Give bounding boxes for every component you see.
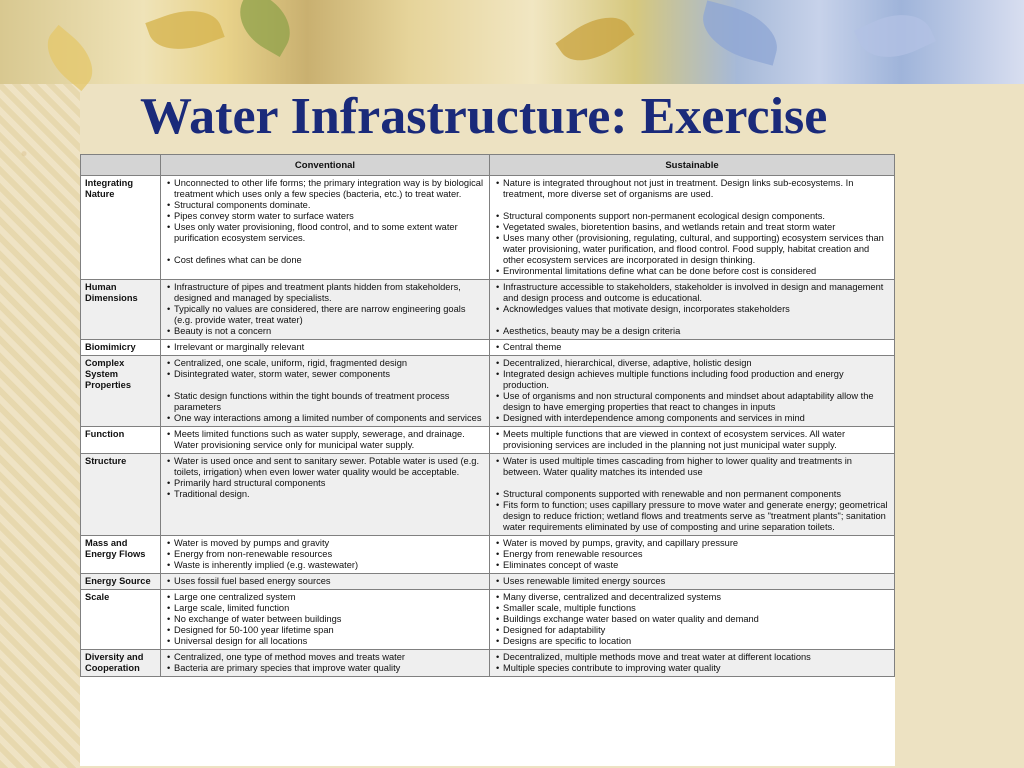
- list-item: • Decentralized, multiple methods move and treat water at different locations: [494, 652, 891, 663]
- sustainable-cell: [490, 356, 895, 427]
- list-item: • Centralized, one scale, uniform, rigid, fragmented design: [165, 358, 486, 369]
- background-texture: [0, 0, 80, 768]
- row-category: Scale: [81, 590, 161, 650]
- row-category: Human Dimensions: [81, 280, 161, 340]
- list-item: • Beauty is not a concern: [165, 326, 486, 337]
- table-row: [81, 590, 895, 650]
- conventional-cell: [161, 650, 490, 677]
- table-row: [81, 356, 895, 427]
- conventional-cell: [161, 427, 490, 454]
- sustainable-cell: [490, 574, 895, 590]
- table-row: [81, 340, 895, 356]
- slide-title: Water Infrastructure: Exercise: [140, 88, 828, 145]
- sustainable-cell: [490, 650, 895, 677]
- list-item: • Infrastructure accessible to stakeholders, stakeholder is involved in design and management and design process and outcome is educational.: [494, 282, 891, 304]
- conventional-cell: [161, 590, 490, 650]
- leaf-decoration: [695, 0, 784, 65]
- sustainable-cell: [490, 590, 895, 650]
- table-row: [81, 427, 895, 454]
- conventional-cell: [161, 536, 490, 574]
- sustainable-cell: [490, 176, 895, 280]
- leaf-decoration: [145, 0, 224, 61]
- list-item: • Water is used once and sent to sanitary sewer. Potable water is used (e.g. toilets, irrigation) when even lower water quality would be acceptable.: [165, 456, 486, 478]
- list-item: • Water is used multiple times cascading from higher to lower quality and treatments in between. Water quality matches its intended use: [494, 456, 891, 478]
- list-item: • Buildings exchange water based on water quality and demand: [494, 614, 891, 625]
- row-category: Integrating Nature: [81, 176, 161, 280]
- leaf-decoration: [35, 25, 104, 91]
- list-item: • Typically no values are considered, there are narrow engineering goals (e.g. provide water, treat water): [165, 304, 486, 326]
- list-item: • Disintegrated water, storm water, sewer components: [165, 369, 486, 380]
- list-item: • Acknowledges values that motivate design, incorporates stakeholders: [494, 304, 891, 315]
- list-item: • Eliminates concept of waste: [494, 560, 891, 571]
- table-row: [81, 650, 895, 677]
- list-item: • Water is moved by pumps and gravity: [165, 538, 486, 549]
- list-item: • Vegetated swales, bioretention basins, and wetlands retain and treat storm water: [494, 222, 891, 233]
- list-item: • Uses fossil fuel based energy sources: [165, 576, 486, 587]
- row-category: Function: [81, 427, 161, 454]
- list-item: • Unconnected to other life forms; the primary integration way is by biological treatment which uses only a few species (bacteria, etc.) to treat water.: [165, 178, 486, 200]
- list-item: • Fits form to function; uses capillary pressure to move water and generate energy; geometrical design to reduce friction; wetland flows and treatments serve as "treatment plants"; sanitation water requirements eliminated by use of composting and urine separation toilets.: [494, 500, 891, 533]
- list-item: • Decentralized, hierarchical, diverse, adaptive, holistic design: [494, 358, 891, 369]
- header-category: [81, 155, 161, 176]
- conventional-cell: [161, 340, 490, 356]
- sustainable-cell: [490, 427, 895, 454]
- list-item: • No exchange of water between buildings: [165, 614, 486, 625]
- list-item: • Water is moved by pumps, gravity, and capillary pressure: [494, 538, 891, 549]
- list-item: • Nature is integrated throughout not just in treatment. Design links sub-ecosystems. In treatment, more diverse set of organisms are used.: [494, 178, 891, 200]
- list-item: • One way interactions among a limited number of components and services: [165, 413, 486, 424]
- list-item: • Waste is inherently implied (e.g. wastewater): [165, 560, 486, 571]
- conventional-cell: [161, 574, 490, 590]
- list-item: • Traditional design.: [165, 489, 486, 500]
- conventional-cell: [161, 176, 490, 280]
- list-item: • Designs are specific to location: [494, 636, 891, 647]
- leaf-decoration: [555, 3, 634, 74]
- leaf-decoration: [228, 0, 302, 57]
- list-item: • Uses only water provisioning, flood control, and to some extent water purification ecosystem services.: [165, 222, 486, 244]
- list-item: • Multiple species contribute to improving water quality: [494, 663, 891, 674]
- comparison-table: [80, 154, 895, 677]
- list-item: • Bacteria are primary species that improve water quality: [165, 663, 486, 674]
- table-row: [81, 536, 895, 574]
- conventional-cell: [161, 356, 490, 427]
- list-item: • Aesthetics, beauty may be a design criteria: [494, 326, 891, 337]
- list-item: • Universal design for all locations: [165, 636, 486, 647]
- header-conventional: Conventional: [161, 155, 490, 176]
- sustainable-cell: [490, 340, 895, 356]
- conventional-cell: [161, 280, 490, 340]
- row-category: Energy Source: [81, 574, 161, 590]
- decorative-banner: [0, 0, 1024, 84]
- row-category: Complex System Properties: [81, 356, 161, 427]
- list-item: • Pipes convey storm water to surface waters: [165, 211, 486, 222]
- sustainable-cell: [490, 280, 895, 340]
- list-item: • Infrastructure of pipes and treatment plants hidden from stakeholders, designed and managed by specialists.: [165, 282, 486, 304]
- table-row: [81, 176, 895, 280]
- list-item: • Designed with interdependence among components and services in mind: [494, 413, 891, 424]
- list-item: • Irrelevant or marginally relevant: [165, 342, 486, 353]
- sustainable-cell: [490, 536, 895, 574]
- list-item: • Designed for 50-100 year lifetime span: [165, 625, 486, 636]
- list-item: • Primarily hard structural components: [165, 478, 486, 489]
- list-item: • Cost defines what can be done: [165, 255, 486, 266]
- list-item: • Structural components supported with renewable and non permanent components: [494, 489, 891, 500]
- list-item: • Large one centralized system: [165, 592, 486, 603]
- table-row: [81, 280, 895, 340]
- list-item: • Many diverse, centralized and decentralized systems: [494, 592, 891, 603]
- list-item: • Integrated design achieves multiple functions including food production and energy production.: [494, 369, 891, 391]
- list-item: • Use of organisms and non structural components and mindset about adaptability allow the design to have emerging properties that react to changes in inputs: [494, 391, 891, 413]
- table-row: [81, 454, 895, 536]
- header-sustainable: Sustainable: [490, 155, 895, 176]
- leaf-decoration: [854, 1, 936, 70]
- list-item: • Smaller scale, multiple functions: [494, 603, 891, 614]
- row-category: Biomimicry: [81, 340, 161, 356]
- list-item: • Structural components support non-permanent ecological design components.: [494, 211, 891, 222]
- sustainable-cell: [490, 454, 895, 536]
- list-item: • Energy from renewable resources: [494, 549, 891, 560]
- comparison-table-container: [80, 154, 895, 766]
- row-category: Structure: [81, 454, 161, 536]
- list-item: • Meets limited functions such as water supply, sewerage, and drainage. Water provisioning service only for municipal water supply.: [165, 429, 486, 451]
- list-item: • Centralized, one type of method moves and treats water: [165, 652, 486, 663]
- row-category: Mass and Energy Flows: [81, 536, 161, 574]
- table-header-row: [81, 155, 895, 176]
- list-item: • Energy from non-renewable resources: [165, 549, 486, 560]
- table-row: [81, 574, 895, 590]
- list-item: • Static design functions within the tight bounds of treatment process parameters: [165, 391, 486, 413]
- row-category: Diversity and Cooperation: [81, 650, 161, 677]
- list-item: • Meets multiple functions that are viewed in context of ecosystem services. All water provisioning services are included in the planning not just municipal water supply.: [494, 429, 891, 451]
- list-item: • Large scale, limited function: [165, 603, 486, 614]
- list-item: • Structural components dominate.: [165, 200, 486, 211]
- conventional-cell: [161, 454, 490, 536]
- list-item: • Environmental limitations define what can be done before cost is considered: [494, 266, 891, 277]
- list-item: • Central theme: [494, 342, 891, 353]
- list-item: • Uses many other (provisioning, regulating, cultural, and supporting) ecosystem services than water provisioning, water purification, and flood control. Food supply, habitat creation and other ecosystem services are incorporated in design thinking.: [494, 233, 891, 266]
- list-item: • Designed for adaptability: [494, 625, 891, 636]
- list-item: • Uses renewable limited energy sources: [494, 576, 891, 587]
